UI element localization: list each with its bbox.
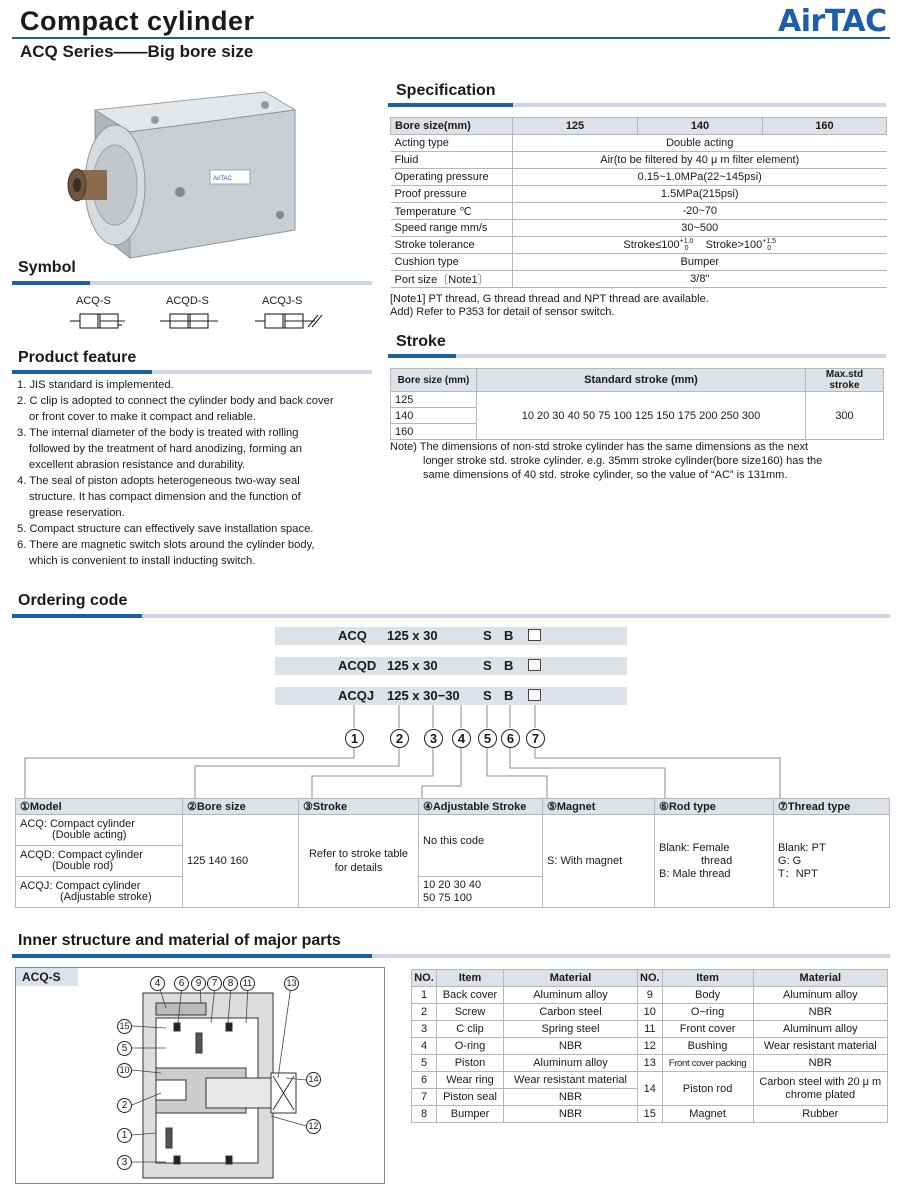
spec-label: Acting type xyxy=(391,135,513,152)
ord-model-acqj xyxy=(16,877,183,908)
mat-material: NBR xyxy=(504,1089,638,1106)
feature-list xyxy=(17,377,334,569)
structure-diagram xyxy=(15,967,385,1184)
callout-10: 10 xyxy=(117,1063,132,1078)
code-bore: 125 x 30 xyxy=(387,628,438,643)
feature-title: Product feature xyxy=(18,349,137,366)
mat-item: Magnet xyxy=(662,1106,753,1123)
mat-item: O-ring xyxy=(437,1038,504,1055)
mat-item: Front cover packing xyxy=(662,1055,753,1072)
code-b: B xyxy=(504,628,514,643)
feature-line: excellent abrasion resistance and durability. xyxy=(29,459,246,471)
cylinder-symbols xyxy=(70,311,330,333)
spec-title: Specification xyxy=(396,82,496,99)
mat-item: Bushing xyxy=(662,1038,753,1055)
spec-value: Double acting xyxy=(513,135,887,152)
feature-line: grease reservation. xyxy=(29,507,125,519)
ord-magnet: S: With magnet xyxy=(543,815,655,908)
order-num-6: 6 xyxy=(501,729,520,748)
mat-no: 3 xyxy=(412,1021,437,1038)
order-num-3: 3 xyxy=(424,729,443,748)
mat-head-no: NO. xyxy=(412,970,437,987)
feature-line: 1. JIS standard is implemented. xyxy=(17,379,174,391)
ord-head-bore: ②Bore size xyxy=(183,799,299,815)
mat-no: 6 xyxy=(412,1072,437,1089)
tol-a-up: +1.0 xyxy=(679,238,694,245)
mat-item: Back cover xyxy=(437,987,504,1004)
mat-item: Piston xyxy=(437,1055,504,1072)
symbol-title: Symbol xyxy=(18,259,76,276)
callout-14: 14 xyxy=(306,1072,321,1087)
ord-rod xyxy=(655,815,774,908)
spec-head-160: 160 xyxy=(763,118,887,135)
mat-material: Wear resistant material xyxy=(504,1072,638,1089)
mat-no: 2 xyxy=(412,1004,437,1021)
mat-material: NBR xyxy=(504,1106,638,1123)
symbol-label-acqj: ACQJ-S xyxy=(262,295,303,307)
inner-title: Inner structure and material of major parts xyxy=(18,932,341,949)
spec-value: Bumper xyxy=(513,254,887,271)
stroke-note xyxy=(390,440,822,482)
diagram-label: ACQ-S xyxy=(16,968,78,986)
tol-b-up: +1.5 xyxy=(762,238,777,245)
callout-12: 12 xyxy=(306,1119,321,1134)
stroke-bore: 160 xyxy=(391,424,477,440)
code-box xyxy=(528,629,541,641)
spec-note: Add) Refer to P353 for detail of sensor switch. xyxy=(390,306,615,318)
material-table xyxy=(411,969,888,1123)
feature-line: structure. It has compact dimension and the function of xyxy=(29,491,301,503)
code-box xyxy=(528,659,541,671)
mat-material: NBR xyxy=(504,1038,638,1055)
feature-line: followed by the treatment of hard anodizing, forming an xyxy=(29,443,303,455)
feature-bar xyxy=(12,370,372,374)
stroke-max: 300 xyxy=(806,392,884,440)
mat-no: 7 xyxy=(412,1089,437,1106)
callout-13: 13 xyxy=(284,976,299,991)
mat-item: Piston seal xyxy=(437,1089,504,1106)
mat-item: Piston rod xyxy=(662,1072,753,1106)
code-s: S xyxy=(483,658,492,673)
mat-material: Aluminum alloy xyxy=(504,987,638,1004)
feature-line: 6. There are magnetic switch slots around the cylinder body, xyxy=(17,539,315,551)
mat-head-material: Material xyxy=(504,970,638,987)
mat-material: Rubber xyxy=(753,1106,887,1123)
ord-bore: 125 140 160 xyxy=(183,815,299,908)
feature-line: 5. Compact structure can effectively save installation space. xyxy=(17,523,314,535)
spec-value: 1.5MPa(215psi) xyxy=(513,186,887,203)
adj-line: 10 20 30 40 xyxy=(423,879,482,891)
ord-model-acqd xyxy=(16,846,183,877)
stroke-bore: 140 xyxy=(391,408,477,424)
mat-item: Bumper xyxy=(437,1106,504,1123)
feature-line: 2. C clip is adopted to connect the cylinder body and back cover xyxy=(17,395,334,407)
model-line: ACQD: Compact cylinder xyxy=(20,849,143,861)
mat-no: 8 xyxy=(412,1106,437,1123)
tol-b-low: 0 xyxy=(767,245,772,252)
mat-item: Body xyxy=(662,987,753,1004)
mat-material: Carbon steel with 20 μ m chrome plated xyxy=(753,1072,887,1106)
code-b: B xyxy=(504,658,514,673)
code-row-acqd xyxy=(275,657,627,675)
model-line: ACQJ: Compact cylinder xyxy=(20,880,141,892)
ord-adj-values xyxy=(419,877,543,908)
spec-label: Cushion type xyxy=(391,254,513,271)
mat-item: Wear ring xyxy=(437,1072,504,1089)
mat-no: 14 xyxy=(638,1072,663,1106)
ord-stroke xyxy=(299,815,419,908)
callout-15: 15 xyxy=(117,1019,132,1034)
model-line: (Double rod) xyxy=(52,860,114,872)
stroke-standard: 10 20 30 40 50 75 100 125 150 175 200 250 300 xyxy=(477,392,806,440)
stroke-note-line: Note) The dimensions of non-std stroke cylinder has the same dimensions as the next xyxy=(390,441,809,453)
spec-bar xyxy=(388,103,886,107)
mat-material: NBR xyxy=(753,1004,887,1021)
model-line: (Double acting) xyxy=(52,829,127,841)
thread-line: G: G xyxy=(778,854,802,867)
spec-label: Fluid xyxy=(391,152,513,169)
callout-1: 1 xyxy=(117,1128,132,1143)
callout-3: 3 xyxy=(117,1155,132,1170)
mat-item: O−ring xyxy=(662,1004,753,1021)
code-s: S xyxy=(483,688,492,703)
title-rule xyxy=(12,37,890,39)
callout-9: 9 xyxy=(191,976,206,991)
spec-notes xyxy=(390,293,709,319)
model-line: (Adjustable stroke) xyxy=(60,891,152,903)
cylinder-photo xyxy=(55,80,315,270)
symbol-bar xyxy=(12,281,372,285)
spec-label: Proof pressure xyxy=(391,186,513,203)
spec-value xyxy=(513,237,887,254)
spec-value: -20~70 xyxy=(513,203,887,220)
mat-no: 10 xyxy=(638,1004,663,1021)
mat-item: Screw xyxy=(437,1004,504,1021)
stroke-title: Stroke xyxy=(396,333,446,350)
ord-head-adj: ④Adjustable Stroke xyxy=(419,799,543,815)
rod-line: B: Male thread xyxy=(659,867,731,880)
model-line: ACQ: Compact cylinder xyxy=(20,818,135,830)
code-row-acq xyxy=(275,627,627,645)
page-title: Compact cylinder xyxy=(20,6,255,36)
callout-11: 11 xyxy=(240,976,255,991)
page-subtitle: ACQ Series——Big bore size xyxy=(20,42,254,61)
feature-line: 4. The seal of piston adopts heterogeneous two-way seal xyxy=(17,475,300,487)
mat-no: 4 xyxy=(412,1038,437,1055)
callout-5: 5 xyxy=(117,1041,132,1056)
symbol-label-acq: ACQ-S xyxy=(76,295,111,307)
mat-no: 1 xyxy=(412,987,437,1004)
tol-a-low: 0 xyxy=(684,245,689,252)
feature-line: which is convenient to install inducting switch. xyxy=(29,555,256,567)
spec-value: 0.15~1.0MPa(22~145psi) xyxy=(513,169,887,186)
thread-line: T：NPT xyxy=(778,867,818,880)
svg-text:AirTAC: AirTAC xyxy=(213,176,232,182)
callout-7: 7 xyxy=(207,976,222,991)
ordering-bar xyxy=(12,614,890,618)
spec-label: Port size〔Note1〕 xyxy=(391,271,513,288)
stroke-head-bore: Bore size (mm) xyxy=(391,369,477,392)
callout-4: 4 xyxy=(150,976,165,991)
mat-head-material2: Material xyxy=(753,970,887,987)
stroke-bore: 125 xyxy=(391,392,477,408)
mat-material: Aluminum alloy xyxy=(753,1021,887,1038)
code-model: ACQD xyxy=(338,658,377,673)
ord-thread xyxy=(774,815,890,908)
order-num-2: 2 xyxy=(390,729,409,748)
stroke-bar xyxy=(388,354,886,358)
spec-value: 30~500 xyxy=(513,220,887,237)
mat-head-item2: Item xyxy=(662,970,753,987)
mat-no: 15 xyxy=(638,1106,663,1123)
ord-head-magnet: ⑤Magnet xyxy=(543,799,655,815)
brand-logo: AirTAC xyxy=(778,4,887,39)
mat-no: 11 xyxy=(638,1021,663,1038)
order-num-1: 1 xyxy=(345,729,364,748)
code-b: B xyxy=(504,688,514,703)
ordering-leader-lines xyxy=(0,700,900,800)
spec-head-bore: Bore size(mm) xyxy=(391,118,513,135)
callout-2: 2 xyxy=(117,1098,132,1113)
symbol-label-acqd: ACQD-S xyxy=(166,295,209,307)
rod-line: Blank: Female xyxy=(659,841,730,854)
mat-material: Wear resistant material xyxy=(753,1038,887,1055)
mat-material: Carbon steel xyxy=(504,1004,638,1021)
stroke-head-std: Standard stroke (mm) xyxy=(477,369,806,392)
rod-line: thread xyxy=(701,854,733,867)
ord-head-model: ①Model xyxy=(16,799,183,815)
stroke-note-line: longer stroke std. stroke cylinder. e.g. 35mm stroke cylinder(bore size160) has the xyxy=(423,455,823,467)
spec-head-140: 140 xyxy=(638,118,763,135)
order-num-7: 7 xyxy=(526,729,545,748)
order-num-4: 4 xyxy=(452,729,471,748)
mat-no: 12 xyxy=(638,1038,663,1055)
mat-material: NBR xyxy=(753,1055,887,1072)
inner-bar xyxy=(12,954,890,958)
spec-table xyxy=(390,117,887,288)
ord-head-thread: ⑦Thread type xyxy=(774,799,890,815)
stroke-line: Refer to stroke table xyxy=(308,848,409,860)
stroke-head-max: Max.std stroke xyxy=(806,369,884,392)
spec-value: 3/8" xyxy=(513,271,887,288)
ordering-title: Ordering code xyxy=(18,592,128,609)
ordering-table xyxy=(15,798,890,908)
ord-head-stroke: ③Stroke xyxy=(299,799,419,815)
code-bore: 125 x 30 xyxy=(387,658,438,673)
mat-no: 5 xyxy=(412,1055,437,1072)
mat-head-item: Item xyxy=(437,970,504,987)
code-model: ACQ xyxy=(338,628,367,643)
ord-model-acq xyxy=(16,815,183,846)
tol-a: Stroke≤100 xyxy=(623,238,680,251)
feature-line: or front cover to make it compact and reliable. xyxy=(29,411,256,423)
code-model: ACQJ xyxy=(338,688,375,703)
spec-value: Air(to be filtered by 40 μ m filter element) xyxy=(513,152,887,169)
spec-note: [Note1] PT thread, G thread thread and NPT thread are available. xyxy=(390,293,709,305)
spec-label: Operating pressure xyxy=(391,169,513,186)
stroke-table xyxy=(390,368,884,440)
mat-item: Front cover xyxy=(662,1021,753,1038)
mat-no: 13 xyxy=(638,1055,663,1072)
order-num-5: 5 xyxy=(478,729,497,748)
ord-head-rod: ⑥Rod type xyxy=(655,799,774,815)
mat-material: Aluminum alloy xyxy=(504,1055,638,1072)
ord-adj-none: No this code xyxy=(419,815,543,877)
spec-label: Speed range mm/s xyxy=(391,220,513,237)
callout-6: 6 xyxy=(174,976,189,991)
code-bore: 125 x 30−30 xyxy=(387,688,460,703)
mat-no: 9 xyxy=(638,987,663,1004)
stroke-note-line: same dimensions of 40 std. stroke cylinder, so the value of “AC” is 131mm. xyxy=(423,469,788,481)
mat-material: Aluminum alloy xyxy=(753,987,887,1004)
spec-head-125: 125 xyxy=(513,118,638,135)
callout-8: 8 xyxy=(223,976,238,991)
thread-line: Blank: PT xyxy=(778,841,826,854)
stroke-line: for details xyxy=(334,862,383,874)
cylinder-section-drawing xyxy=(16,968,386,1185)
adj-line: 50 75 100 xyxy=(423,892,472,904)
mat-item: C clip xyxy=(437,1021,504,1038)
mat-head-no2: NO. xyxy=(638,970,663,987)
mat-material: Spring steel xyxy=(504,1021,638,1038)
spec-label: Temperature ℃ xyxy=(391,203,513,220)
feature-line: 3. The internal diameter of the body is treated with rolling xyxy=(17,427,299,439)
tol-b: Stroke>100 xyxy=(705,238,763,251)
spec-label: Stroke tolerance xyxy=(391,237,513,254)
code-s: S xyxy=(483,628,492,643)
